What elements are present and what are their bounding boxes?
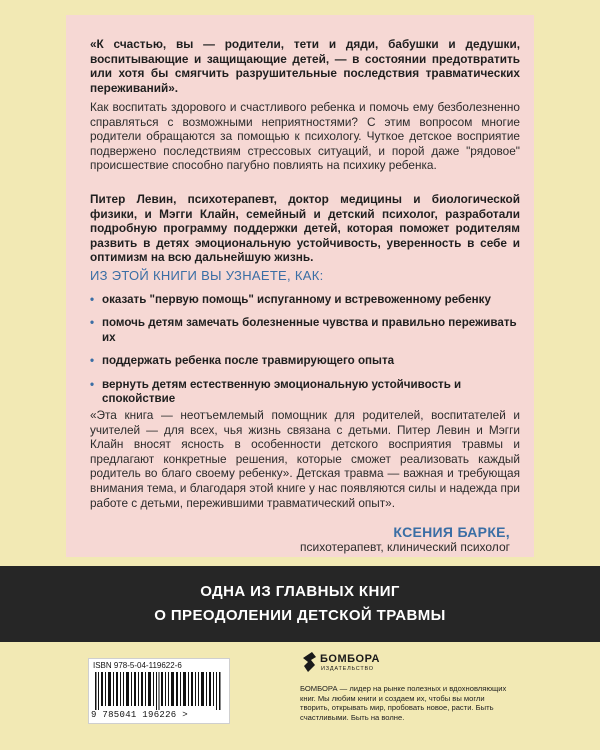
tagline-line-1: ОДНА ИЗ ГЛАВНЫХ КНИГ — [200, 583, 400, 600]
list-item: • оказать "первую помощь" испуганному и встревоженному ребенку — [90, 293, 491, 306]
list-item: • помочь детям замечать болезненные чувства и правильно переживать их — [90, 316, 517, 344]
bullet-icon: • — [90, 316, 95, 330]
isbn-barcode-box — [88, 658, 230, 724]
authors-paragraph: Питер Левин, психотерапевт, доктор медицины и биологической физики, и Мэгги Клайн, семейный и детский психолог, разработали подробную программу поддержки детей, которая поможет родителям развить в детях эмоциональную устойчивость, уверенность в себе и оптимизм на всю дальнейшую жизнь. — [90, 192, 520, 265]
reviewer-role: психотерапевт, клинический психолог — [300, 540, 510, 554]
description-paragraph: Как воспитать здорового и счастливого ребенка и помочь ему безболезненно справляться с возможными неприятностями? С этим вопросом многие родители обращаются за помощью к психологу. Чуткое детское восприятие подвержено последствиям стрессовых ситуаций, и порой даже "рядовое" происшествие способно пагубно повлиять на психику ребенка. — [90, 100, 520, 173]
isbn-label: ISBN 978-5-04-119622-6 — [93, 661, 182, 670]
tagline-band — [0, 566, 600, 642]
barcode-digits: 9 785041 196226 > — [91, 710, 188, 720]
tagline-line-2: О ПРЕОДОЛЕНИИ ДЕТСКОЙ ТРАВМЫ — [154, 607, 446, 624]
bullet-icon: • — [90, 377, 95, 391]
list-item: • поддержать ребенка после травмирующего опыта — [90, 354, 395, 368]
list-item: • вернуть детям естественную эмоциональную устойчивость и спокойствие — [90, 377, 462, 406]
barcode-icon — [95, 672, 223, 710]
publisher-name: БОМБОРА — [320, 653, 380, 665]
bullet-icon: • — [90, 354, 95, 368]
learn-heading: ИЗ ЭТОЙ КНИГИ ВЫ УЗНАЕТЕ, КАК: — [90, 268, 324, 283]
reviewer-name: КСЕНИЯ БАРКЕ, — [393, 524, 510, 540]
review-quote: «Эта книга — неотъемлемый помощник для родителей, воспитателей и учителей — для всех, чья жизнь связана с детьми. Питер Левин и Мэгги Клайн вносят ясность в особенности детского восприятия травмы и предлагают конкретные решения, которые сможет реализовать каждый родитель во благо своему ребенку». Детская травма — важная и требующая внимания тема, и благодаря этой книге у нас появляются силы и надежда при работе с детьми, пережившими травматический опыт». — [90, 408, 520, 510]
bullet-icon: • — [90, 293, 95, 306]
opening-quote: «К счастью, вы — родители, тети и дяди, бабушки и дедушки, воспитывающие и защищающие детей, — в состоянии предотвратить или хотя бы смягчить разрушительные последствия травматических переживаний». — [90, 37, 520, 95]
publisher-subtitle: ИЗДАТЕЛЬСТВО — [321, 666, 374, 672]
learn-list — [90, 293, 520, 415]
publisher-description: БОМБОРА — лидер на рынке полезных и вдохновляющих книг. Мы любим книги и создаем их, чтобы вы могли творить, открывать мир, пробовать новое, расти. Быть счастливыми. Быть на волне. — [300, 684, 507, 722]
